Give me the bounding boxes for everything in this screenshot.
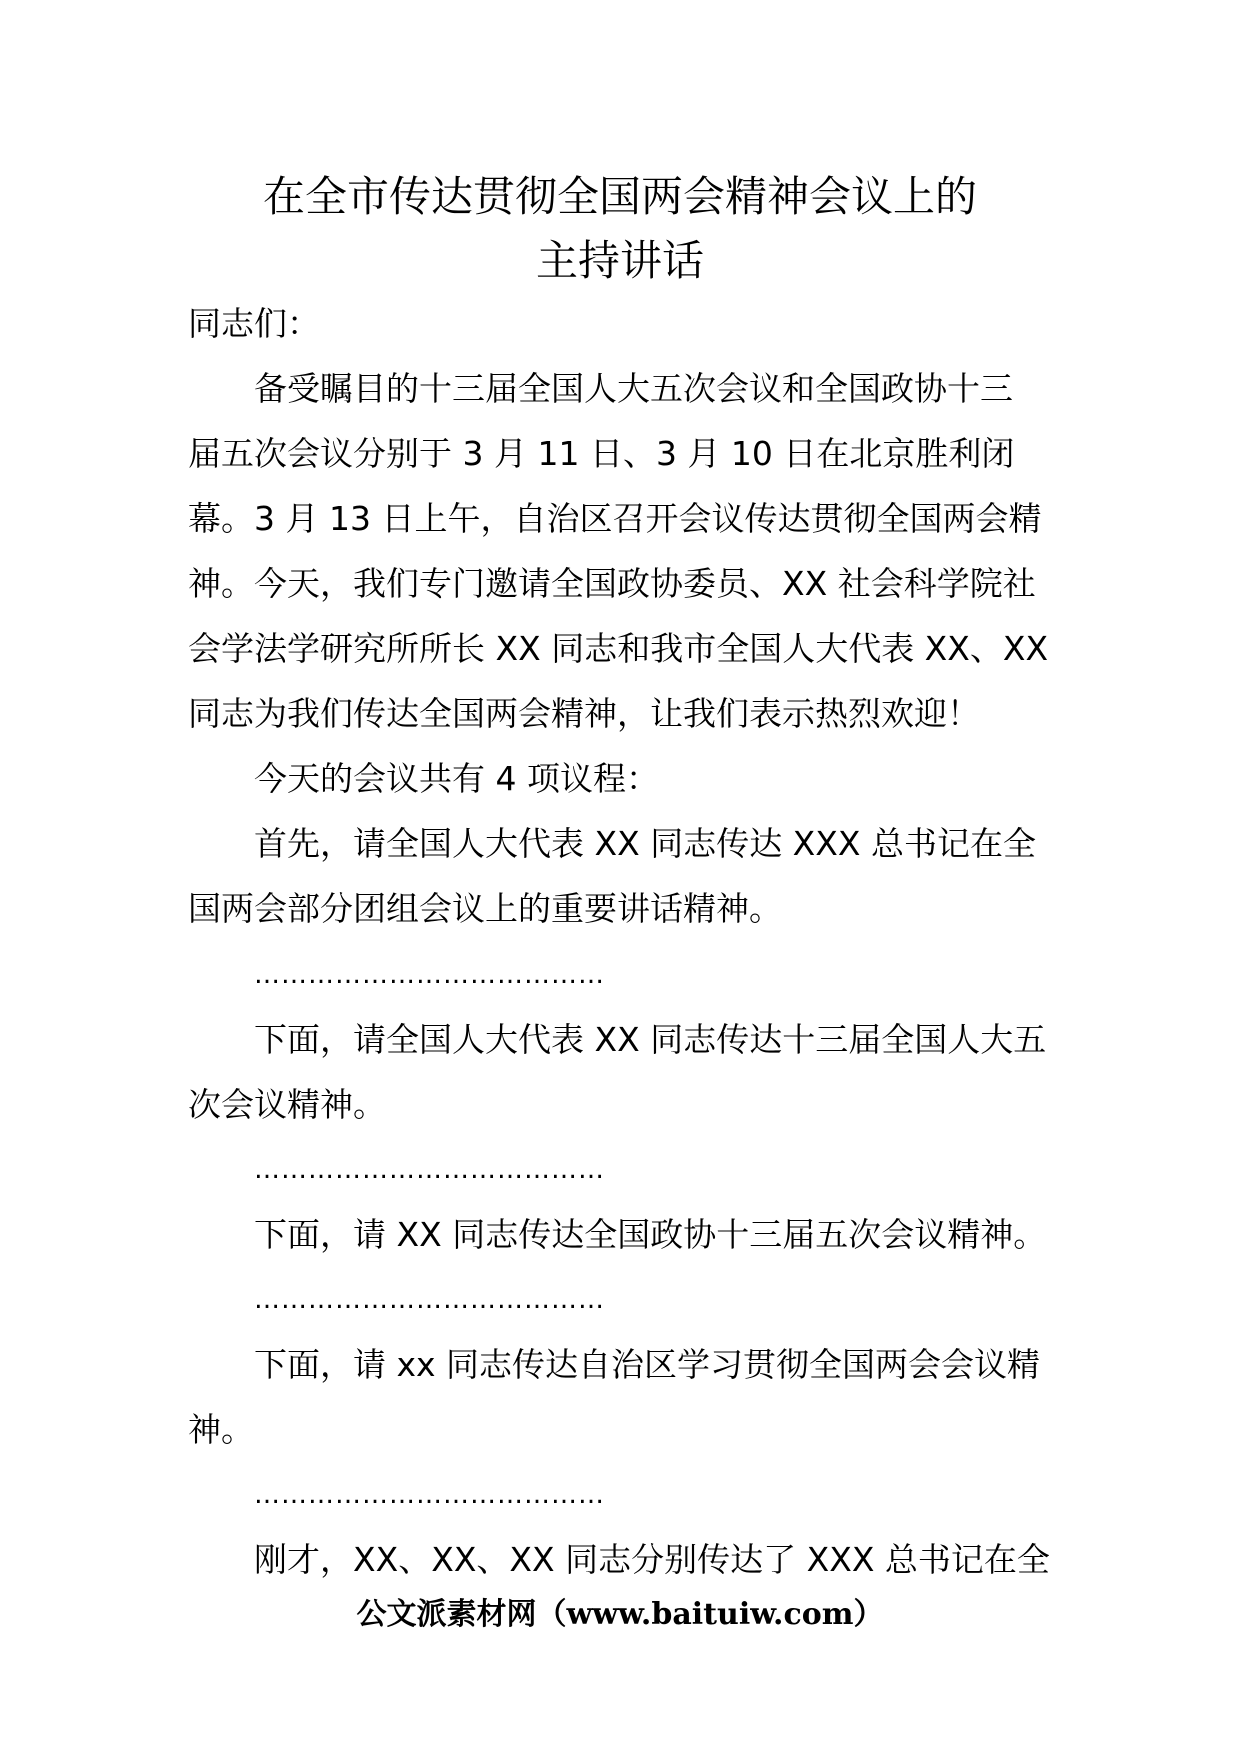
body-line: 下面，请 xx 同志传达自治区学习贯彻全国两会会议精 (254, 1345, 1041, 1384)
body-line: 神。 (188, 1410, 254, 1449)
body-line: 神。今天，我们专门邀请全国政协委员、XX 社会科学院社 (188, 564, 1036, 603)
body-line: 备受瞩目的十三届全国人大五次会议和全国政协十三 (254, 369, 1013, 408)
body-line: 次会议精神。 (188, 1085, 386, 1124)
footer-watermark: 公文派素材网（www.baituiw.com） (356, 1597, 884, 1632)
document-title-line-1: 在全市传达贯彻全国两会精神会议上的 (262, 172, 977, 221)
greeting: 同志们： (188, 304, 320, 343)
body-line: 下面，请全国人大代表 XX 同志传达十三届全国人大五 (254, 1020, 1047, 1059)
body-line: 届五次会议分别于 3 月 11 日、3 月 10 日在北京胜利闭 (188, 434, 1015, 473)
ellipsis-line: ………………………………… (254, 1480, 605, 1510)
body-line: 同志为我们传达全国两会精神，让我们表示热烈欢迎！ (188, 694, 980, 733)
body-line: 首先，请全国人大代表 XX 同志传达 XXX 总书记在全 (254, 824, 1036, 863)
body-line: 幕。3 月 13 日上午，自治区召开会议传达贯彻全国两会精 (188, 499, 1042, 538)
body-line: 国两会部分团组会议上的重要讲话精神。 (188, 889, 782, 928)
body-line: 会学法学研究所所长 XX 同志和我市全国人大代表 XX、XX (188, 629, 1049, 668)
ellipsis-line: ………………………………… (254, 1155, 605, 1185)
ellipsis-line: ………………………………… (254, 960, 605, 990)
ellipsis-line: ………………………………… (254, 1285, 605, 1315)
document-title-line-2: 主持讲话 (535, 236, 704, 285)
body-line: 今天的会议共有 4 项议程： (254, 759, 659, 798)
body-line: 下面，请 XX 同志传达全国政协十三届五次会议精神。 (254, 1215, 1047, 1254)
body-line: 刚才，XX、XX、XX 同志分别传达了 XXX 总书记在全 (254, 1540, 1050, 1579)
